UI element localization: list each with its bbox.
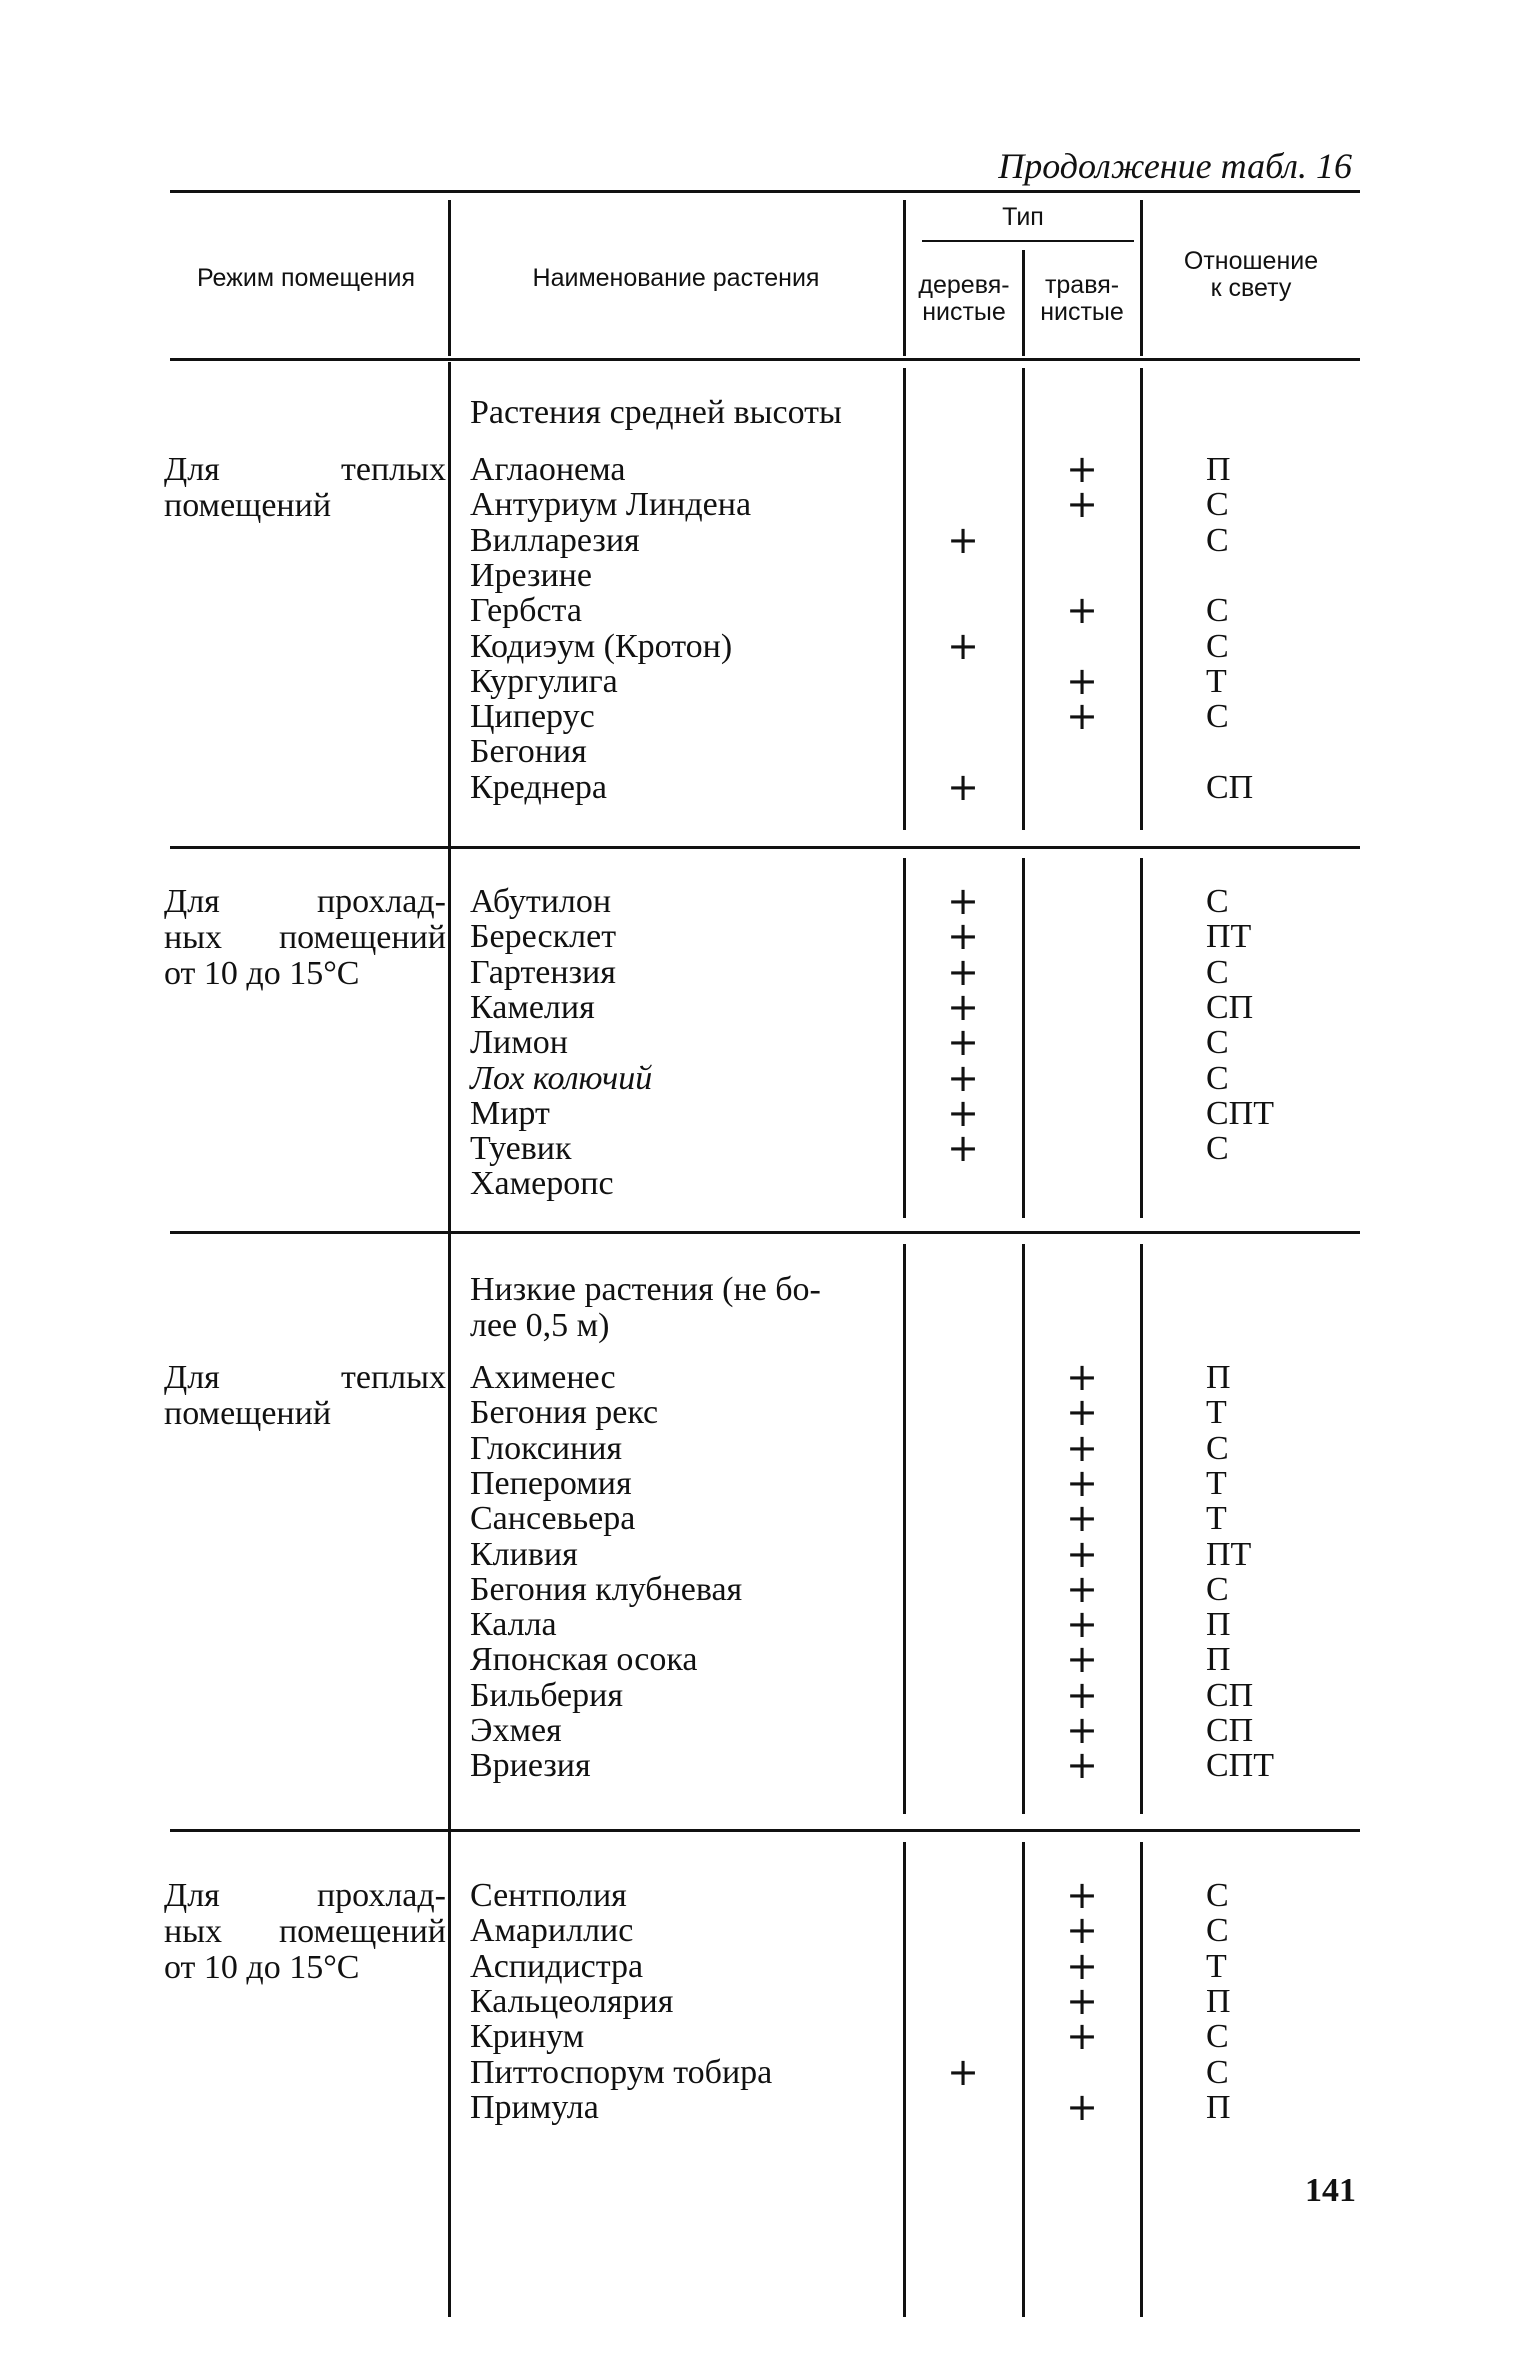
- plant-name: Кодиэум (Кротон): [470, 627, 733, 665]
- plant-name: Пеперомия: [470, 1464, 632, 1502]
- woody-mark: +: [947, 764, 979, 809]
- table-row: [170, 588, 1360, 633]
- plant-name: Абутилон: [470, 883, 612, 920]
- light-relation: ПТ: [1206, 1535, 1252, 1573]
- woody-mark: +: [947, 984, 979, 1029]
- table-row: [170, 1055, 1360, 1100]
- herbaceous-mark: +: [1066, 2084, 1098, 2129]
- light-relation: С: [1206, 486, 1229, 524]
- light-relation: С: [1206, 627, 1229, 665]
- plant-name: Камелия: [470, 988, 595, 1026]
- table-row: [170, 914, 1360, 959]
- page-number: 141: [1305, 2172, 1356, 2209]
- plant-name: Гербста: [470, 592, 582, 630]
- header-regime: Режим помещения: [196, 264, 416, 292]
- header-light-line2: к свету: [1210, 274, 1292, 302]
- table-caption: Продолжение табл. 16: [998, 146, 1352, 186]
- herbaceous-mark: +: [1066, 1531, 1098, 1576]
- plant-name: Аспидистра: [470, 1947, 644, 1985]
- s2-regime-line2: ных помещений: [164, 919, 446, 956]
- light-relation: С: [1206, 1024, 1229, 1062]
- table-row: [170, 623, 1360, 668]
- table-row: [170, 1425, 1360, 1470]
- plant-name: Лох колючий: [470, 1059, 653, 1097]
- plant-name: Лимон: [470, 1024, 568, 1062]
- herbaceous-mark: +: [1066, 1708, 1098, 1752]
- herbaceous-mark: +: [1066, 1637, 1098, 1682]
- woody-mark: +: [947, 949, 979, 994]
- woody-mark: +: [947, 1126, 979, 1171]
- light-relation: СПТ: [1206, 1094, 1274, 1132]
- s2-regime-line3: от 10 до 15°С: [164, 955, 360, 992]
- herbaceous-mark: +: [1066, 1672, 1098, 1717]
- table-row: [170, 1020, 1360, 1065]
- type-subheader-rule: [922, 240, 1134, 242]
- plant-name: Кальцеолярия: [470, 1982, 674, 2020]
- woody-mark: +: [947, 2049, 979, 2094]
- table-row: [170, 1908, 1360, 1953]
- table-row: [170, 2084, 1360, 2129]
- s1-regime-line2: помещений: [164, 487, 332, 524]
- plant-name: Бегония клубневая: [470, 1570, 743, 1608]
- section-rule-3: [170, 1829, 1360, 1832]
- table-row: [170, 1496, 1360, 1541]
- light-relation: СПТ: [1206, 1747, 1274, 1785]
- header-herbaceous: [1024, 272, 1140, 326]
- plant-name: Гартензия: [470, 953, 616, 991]
- light-relation: Т: [1206, 1464, 1227, 1502]
- herbaceous-mark: +: [1066, 1425, 1098, 1470]
- plant-name: Сентполия: [470, 1877, 627, 1914]
- plant-name: Калла: [470, 1606, 557, 1644]
- herbaceous-mark: +: [1066, 482, 1098, 527]
- header-type: Тип: [1002, 203, 1044, 231]
- header-woody: [905, 272, 1023, 326]
- s4-regime-line1: Для прохлад-: [164, 1877, 446, 1914]
- light-relation: С: [1206, 698, 1229, 736]
- light-relation: П: [1206, 1359, 1231, 1396]
- header-light: [1142, 248, 1360, 302]
- table-row: [170, 694, 1360, 739]
- herbaceous-mark: +: [1066, 447, 1098, 491]
- light-relation: П: [1206, 451, 1231, 488]
- woody-mark: +: [947, 879, 979, 923]
- table-row: [170, 1637, 1360, 1682]
- table-row: [170, 2014, 1360, 2059]
- light-relation: С: [1206, 1429, 1229, 1467]
- plant-name: Ахименес: [470, 1359, 616, 1396]
- plant-name: Вриезия: [470, 1747, 591, 1785]
- herbaceous-mark: +: [1066, 1908, 1098, 1953]
- light-relation: Т: [1206, 1500, 1227, 1538]
- light-relation: С: [1206, 1130, 1229, 1168]
- plant-name: Бегония рекс: [470, 1394, 659, 1432]
- table-row: [170, 2049, 1360, 2094]
- plant-name: Аглаонема: [470, 451, 626, 488]
- s3-regime-line1: Для теплых: [164, 1359, 446, 1396]
- woody-mark: +: [947, 623, 979, 668]
- light-relation: СП: [1206, 768, 1254, 806]
- light-relation: СП: [1206, 1676, 1254, 1714]
- plant-name: Амариллис: [470, 1912, 634, 1950]
- header-plant-name: Наименование растения: [532, 264, 820, 292]
- light-relation: ПТ: [1206, 918, 1252, 956]
- table-row: [170, 1743, 1360, 1788]
- plant-name: Антуриум Линдена: [470, 486, 752, 524]
- table-row: [170, 984, 1360, 1029]
- table-row: [170, 734, 1360, 769]
- herbaceous-mark: +: [1066, 1460, 1098, 1505]
- plant-name: Циперус: [470, 698, 595, 736]
- herbaceous-mark: +: [1066, 1943, 1098, 1988]
- woody-mark: +: [947, 1055, 979, 1100]
- herbaceous-mark: +: [1066, 2014, 1098, 2059]
- woody-mark: +: [947, 1020, 979, 1065]
- header-herb-line2: нистые: [1040, 298, 1124, 326]
- table-row: [170, 1355, 1360, 1399]
- table-row: [170, 1873, 1360, 1917]
- herbaceous-mark: +: [1066, 588, 1098, 633]
- s4-regime-line3: от 10 до 15°С: [164, 1949, 360, 1986]
- plant-name: Бересклет: [470, 918, 617, 956]
- s1-subtitle: Растения средней высоты: [470, 394, 842, 431]
- section-rule-2: [170, 1231, 1360, 1234]
- plant-name: Эхмея: [470, 1712, 562, 1749]
- section-rule-1: [170, 846, 1360, 849]
- s3-regime-line2: помещений: [164, 1395, 332, 1432]
- plant-name: Креднера: [470, 768, 607, 806]
- plant-name: Бильберия: [470, 1676, 623, 1714]
- herbaceous-mark: +: [1066, 1496, 1098, 1541]
- plant-name: Сансевьера: [470, 1500, 636, 1538]
- herbaceous-mark: +: [1066, 1566, 1098, 1611]
- light-relation: Т: [1206, 1947, 1227, 1985]
- herbaceous-mark: +: [1066, 1390, 1098, 1435]
- plant-name: Питтоспорум тобира: [470, 2053, 773, 2091]
- table-row: [170, 1166, 1360, 1201]
- herbaceous-mark: +: [1066, 1355, 1098, 1399]
- header-light-line1: Отношение: [1183, 247, 1319, 275]
- s1-regime-line1: Для теплых: [164, 451, 446, 488]
- table-row: [170, 1943, 1360, 1988]
- light-relation: П: [1206, 1606, 1231, 1644]
- plant-name: Кринум: [470, 2018, 585, 2056]
- light-relation: С: [1206, 1059, 1229, 1097]
- table-row: [170, 1126, 1360, 1171]
- plant-name: Японская осока: [470, 1641, 698, 1679]
- table-row: [170, 1978, 1360, 2023]
- table-row: [170, 764, 1360, 809]
- s3-subtitle-line1: Низкие растения (не бо-: [470, 1271, 821, 1308]
- table-row: [170, 879, 1360, 923]
- plant-name: Глоксиния: [470, 1429, 623, 1467]
- herbaceous-mark: +: [1066, 658, 1098, 703]
- light-relation: С: [1206, 592, 1229, 630]
- header-woody-line1: деревя-: [918, 271, 1010, 299]
- light-relation: С: [1206, 1912, 1229, 1950]
- table-row: [170, 1672, 1360, 1717]
- s2-regime-line1: Для прохлад-: [164, 883, 446, 920]
- table-row: [170, 1460, 1360, 1505]
- light-relation: С: [1206, 1570, 1229, 1608]
- herbaceous-mark: +: [1066, 1743, 1098, 1788]
- table-row: [170, 949, 1360, 994]
- light-relation: С: [1206, 883, 1229, 920]
- header-bottom-rule: [170, 358, 1360, 361]
- woody-mark: +: [947, 517, 979, 562]
- light-relation: П: [1206, 1982, 1231, 2020]
- table-row: [170, 1602, 1360, 1647]
- herbaceous-mark: +: [1066, 1602, 1098, 1647]
- light-relation: СП: [1206, 988, 1254, 1026]
- header-herb-line1: травя-: [1044, 271, 1120, 299]
- plant-name: Кургулига: [470, 662, 618, 700]
- woody-mark: +: [947, 1090, 979, 1135]
- table-row: [170, 447, 1360, 491]
- plant-name: Ирезине: [470, 556, 592, 594]
- table-row: [170, 517, 1360, 562]
- plant-name: Примула: [470, 2088, 599, 2126]
- light-relation: С: [1206, 2053, 1229, 2091]
- herbaceous-mark: +: [1066, 694, 1098, 739]
- light-relation: С: [1206, 2018, 1229, 2056]
- plant-name: Вилларезия: [470, 521, 640, 559]
- table-row: [170, 558, 1360, 593]
- table-row: [170, 1390, 1360, 1435]
- light-relation: Т: [1206, 662, 1227, 700]
- herbaceous-mark: +: [1066, 1978, 1098, 2023]
- header-woody-line2: нистые: [922, 298, 1006, 326]
- light-relation: П: [1206, 2088, 1231, 2126]
- table-row: [170, 1708, 1360, 1752]
- plant-name: Туевик: [470, 1130, 572, 1168]
- table-row: [170, 1090, 1360, 1135]
- light-relation: Т: [1206, 1394, 1227, 1432]
- plant-name: Бегония: [470, 733, 587, 771]
- table-row: [170, 482, 1360, 527]
- table-row: [170, 1531, 1360, 1576]
- s3-subtitle-line2: лее 0,5 м): [470, 1307, 610, 1344]
- plant-name: Мирт: [470, 1094, 550, 1132]
- table-row: [170, 658, 1360, 703]
- light-relation: С: [1206, 953, 1229, 991]
- light-relation: С: [1206, 521, 1229, 559]
- plant-name: Хамеропс: [470, 1165, 614, 1203]
- herbaceous-mark: +: [1066, 1873, 1098, 1917]
- woody-mark: +: [947, 914, 979, 959]
- header-top-rule: [170, 190, 1360, 193]
- s4-regime-line2: ных помещений: [164, 1913, 446, 1950]
- plant-name: Кливия: [470, 1535, 578, 1573]
- light-relation: С: [1206, 1877, 1229, 1914]
- light-relation: СП: [1206, 1712, 1254, 1749]
- light-relation: П: [1206, 1641, 1231, 1679]
- table-row: [170, 1566, 1360, 1611]
